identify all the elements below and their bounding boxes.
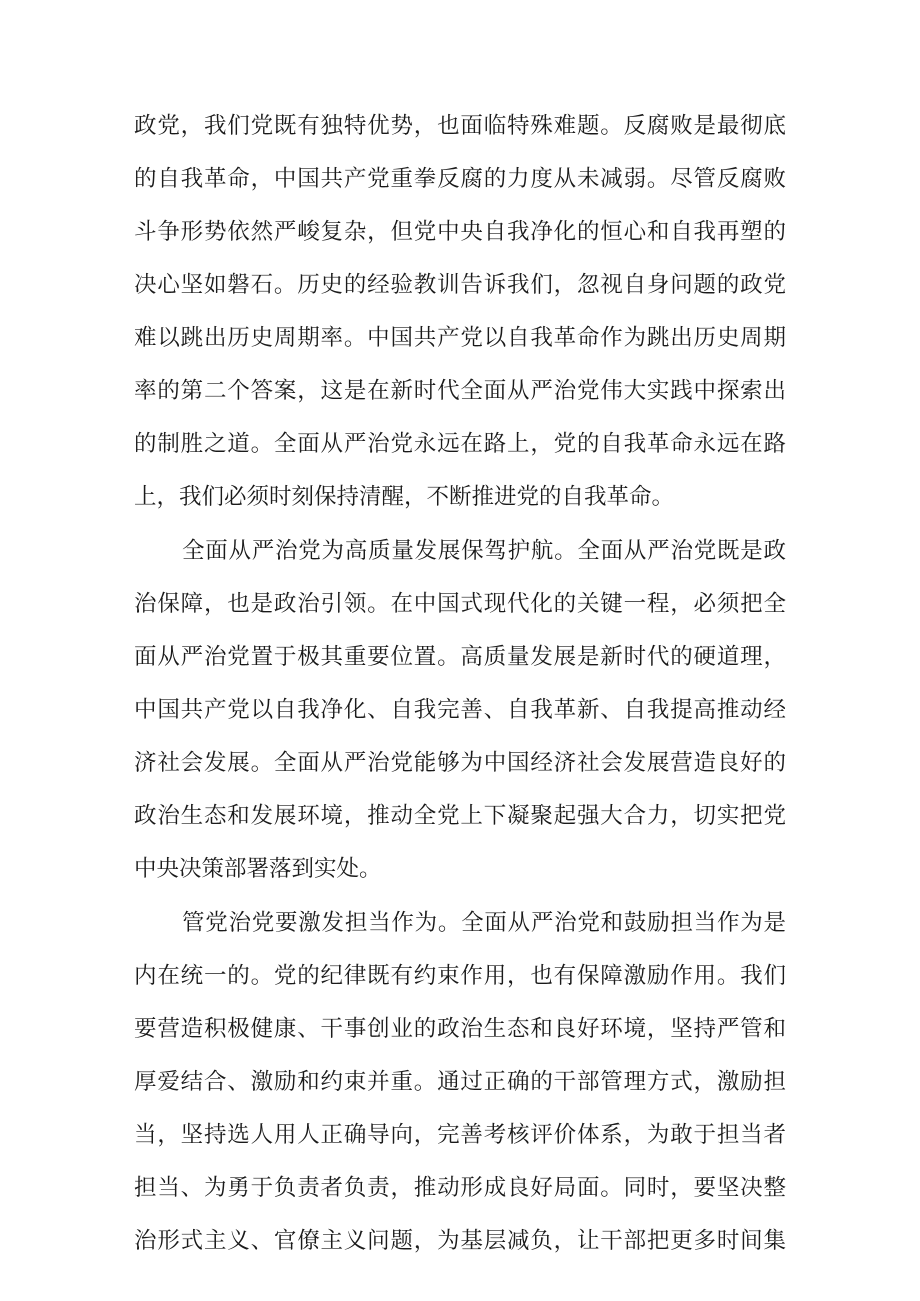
line-text: 担当、为勇于负责者负责，推动形成良好局面。同时，要坚决整 [134,1175,787,1201]
line-text: 治保障，也是政治引领。在中国式现代化的关键一程，必须把全 [134,591,787,617]
line-text: 上，我们必须时刻保持清醒，不断推进党的自我革命。 [134,484,675,510]
line-text: 当，坚持选人用人正确导向，完善考核评价体系，为敢于担当者 [134,1122,787,1148]
text-line [0,846,920,892]
text-line [0,1218,920,1264]
text-line [0,209,920,255]
text-line [0,634,920,680]
text-line [0,156,920,202]
line-text: 管党治党要激发担当作为。全面从严治党和鼓励担当作为是 [182,910,787,936]
line-text: 政治生态和发展环境，推动全党上下凝聚起强大合力，切实把党 [134,803,787,829]
text-line [0,315,920,361]
text-line [0,103,920,149]
line-text: 面从严治党置于极其重要位置。高质量发展是新时代的硬道理， [134,644,787,670]
text-line [0,474,920,520]
line-text: 厚爱结合、激励和约束并重。通过正确的干部管理方式，激励担 [134,1069,787,1095]
text-line [0,368,920,414]
line-text: 济社会发展。全面从严治党能够为中国经济社会发展营造良好的 [134,750,787,776]
text-line [0,900,920,946]
line-text: 中国共产党以自我净化、自我完善、自我革新、自我提高推动经 [134,697,787,723]
line-text: 政党，我们党既有独特优势，也面临特殊难题。反腐败是最彻底 [134,113,787,139]
line-text: 治形式主义、官僚主义问题，为基层减负，让干部把更多时间集 [134,1228,787,1254]
text-line [0,421,920,467]
text-line [0,793,920,839]
text-line [0,1059,920,1105]
text-line [0,1165,920,1211]
line-text: 的制胜之道。全面从严治党永远在路上，党的自我革命永远在路 [134,431,787,457]
line-text: 率的第二个答案，这是在新时代全面从严治党伟大实践中探索出 [134,378,787,404]
line-text: 斗争形势依然严峻复杂，但党中央自我净化的恒心和自我再塑的 [134,219,787,245]
line-text: 的自我革命，中国共产党重拳反腐的力度从未减弱。尽管反腐败 [134,166,787,192]
line-text: 中央决策部署落到实处。 [134,856,382,882]
text-line [0,687,920,733]
line-text: 全面从严治党为高质量发展保驾护航。全面从严治党既是政 [182,538,787,564]
line-text: 决心坚如磐石。历史的经验教训告诉我们，忽视自身问题的政党 [134,272,787,298]
line-text: 要营造积极健康、干事创业的政治生态和良好环境，坚持严管和 [134,1016,787,1042]
text-line [0,953,920,999]
text-line [0,740,920,786]
line-text: 难以跳出历史周期率。中国共产党以自我革命作为跳出历史周期 [134,325,787,351]
text-line [0,1006,920,1052]
text-line [0,581,920,627]
text-line [0,262,920,308]
text-line [0,1112,920,1158]
line-text: 内在统一的。党的纪律既有约束作用，也有保障激励作用。我们 [134,963,787,989]
text-line [0,528,920,574]
